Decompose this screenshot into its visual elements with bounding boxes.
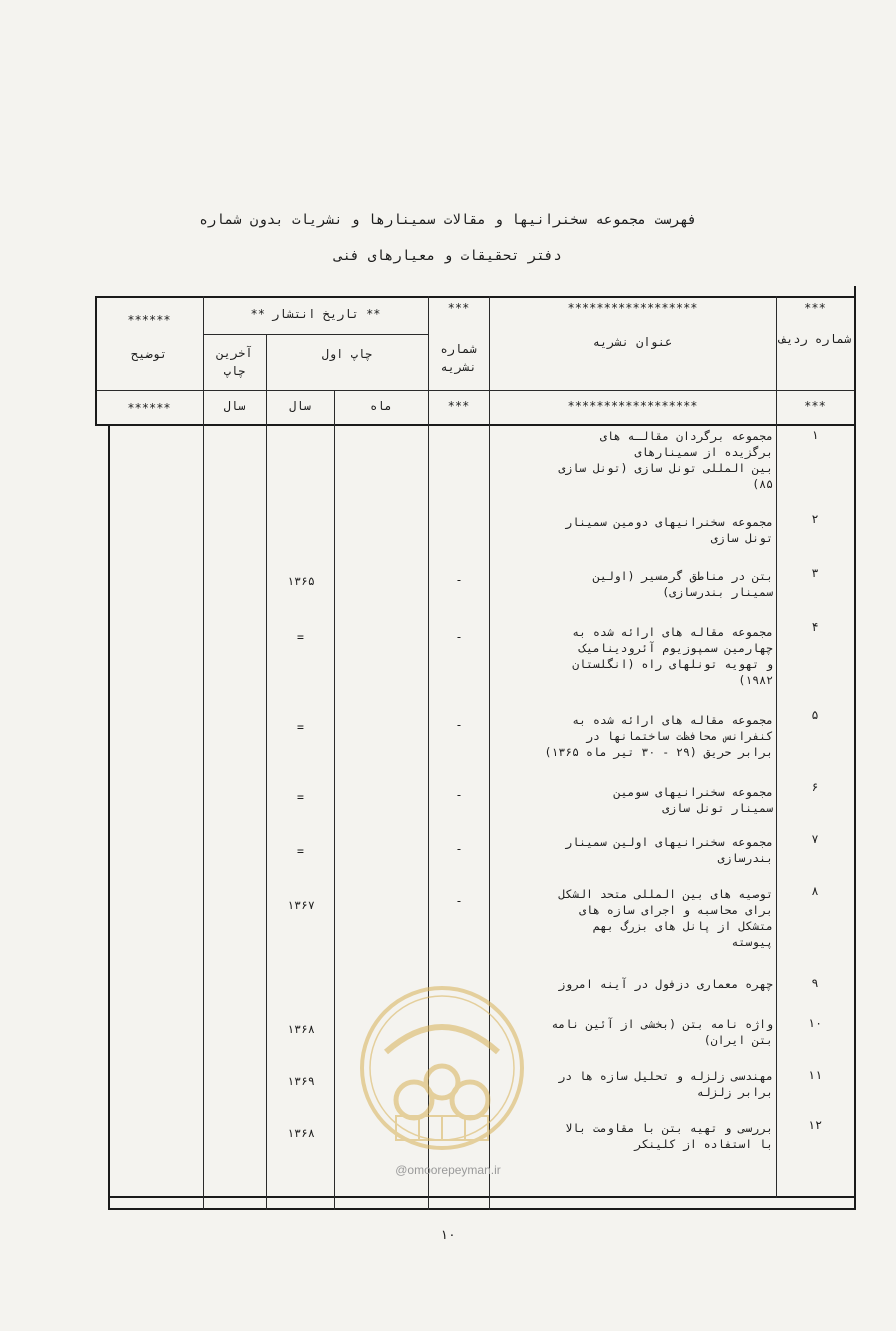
header-stars-title: ******************: [567, 301, 698, 315]
header-bottom-border: [95, 424, 855, 426]
table-top-border: [95, 296, 855, 298]
row-number: ۱۱: [807, 1068, 823, 1082]
row-publication-no: -: [455, 788, 463, 802]
header-stars-pub: ***: [447, 301, 470, 315]
row-title: مجموعه سخنرانیهای سومین سمینار تونل سازی: [613, 785, 773, 815]
row-number: ۸: [811, 884, 819, 898]
document-title: فهرست مجموعه سخنرانیها و مقالات سمینارها و نشریات بدون شماره: [199, 212, 697, 228]
row-number: ۴: [811, 620, 819, 634]
row-title: مجموعه سخنرانیهای دومین سمینار تونل سازی: [565, 515, 773, 545]
row-number: ۳: [811, 566, 819, 580]
page-number: ۱۰: [440, 1228, 456, 1243]
row-number: ۲: [811, 512, 819, 526]
header-stars-title-2: ******************: [567, 399, 698, 413]
header-stars-num-2: ***: [804, 399, 826, 413]
row-number: ۹: [811, 976, 819, 990]
row-publication-no: -: [455, 842, 463, 856]
row-first-print-year: ۱۳۶۸: [287, 1126, 315, 1140]
row-publication-no: -: [455, 573, 463, 587]
header-last-print: آخرین چاپ: [216, 346, 253, 378]
header-title: عنوان نشریه: [592, 335, 673, 349]
header-year-last: سال: [223, 399, 246, 413]
row-first-print-year: =: [297, 720, 305, 734]
row-number: ۱۰: [807, 1016, 823, 1030]
col-border-left-body: [108, 424, 110, 1210]
header-stars-num: ***: [804, 301, 826, 315]
header-stars-pub-2: ***: [447, 399, 470, 413]
header-month: ماه: [370, 399, 392, 413]
header-first-print: چاپ اول: [321, 347, 373, 361]
header-divider-date: [203, 334, 428, 335]
row-publication-no: -: [455, 894, 463, 908]
row-first-print-year: ۱۳۶۹: [287, 1074, 315, 1088]
header-year: سال: [289, 399, 311, 413]
row-number: ۶: [811, 780, 819, 794]
row-first-print-year: =: [297, 844, 305, 858]
row-first-print-year: ۱۳۶۵: [287, 574, 315, 588]
row-number: ۷: [811, 832, 819, 846]
row-title: مجموعه برگردان مقالـه های برگزیده از سمینارهای بین المللی تونل سازی (تونل سازی ۸۵): [558, 429, 773, 491]
row-title: واژه نامه بتن (بخشی از آئین نامه بتن ایران): [551, 1017, 773, 1047]
col-border-notes: [203, 296, 204, 1210]
row-title: مجموعه مقاله های ارائه شده به کنفرانس محافظت ساختمانها در برابر حریق (۲۹ - ۳۰ تیر ماه ۱۳۶۵): [544, 713, 773, 759]
col-border-last-print: [266, 334, 267, 1210]
header-notes: توضیح: [130, 347, 168, 361]
row-publication-no: -: [455, 718, 463, 732]
watermark-seal-icon: [356, 982, 528, 1154]
header-stars-notes-2: ******: [127, 401, 171, 415]
row-publication-no: -: [455, 630, 463, 644]
header-divider: [95, 390, 855, 391]
header-publication-date: ** تاریخ انتشار **: [250, 307, 381, 321]
row-title: مجموعه سخنرانیهای اولین سمینار بندرسازی: [565, 835, 773, 865]
header-stars-notes: ******: [127, 313, 171, 327]
col-border-year: [334, 390, 335, 1210]
row-title: مجموعه مقاله های ارائه شده به چهارمین سمپوزیوم آئرودینامیک و تهویه تونلهای راه (انگلستان ۱۹۸۲): [572, 625, 773, 687]
row-first-print-year: =: [297, 790, 305, 804]
header-publication-no: شماره نشریه: [440, 342, 477, 374]
row-number: ۱۲: [807, 1118, 823, 1132]
header-row-no: شماره ردیف: [778, 332, 852, 346]
table-bottom-inner: [108, 1196, 856, 1198]
row-title: بررسی و تهیه بتن با مقاومت بالا با استفاده از کلینکر: [565, 1121, 773, 1151]
table-bottom-border: [108, 1208, 856, 1210]
row-number: ۵: [811, 708, 819, 722]
document-subtitle: دفتر تحقیقات و معیارهای فنی: [334, 248, 562, 264]
row-title: مهندسی زلزله و تحلیل سازه ها در برابر زلزله: [558, 1069, 773, 1099]
row-first-print-year: ۱۳۶۸: [287, 1022, 315, 1036]
row-first-print-year: =: [297, 630, 305, 644]
row-number: ۱: [811, 428, 819, 442]
col-border-right: [854, 286, 856, 1210]
row-title: بتن در مناطق گرمسیر (اولین سمینار بندرسازی): [592, 569, 773, 599]
watermark-text: @omoorepeyman.ir: [395, 1163, 501, 1177]
row-title: توصیه های بین المللی متحد الشکل برای محاسبه و اجرای سازه های متشکل از پانل های بزرگ بهم پیوسته: [558, 887, 773, 949]
row-first-print-year: ۱۳۶۷: [287, 898, 315, 912]
row-title: چهره معماری دزفول در آینه امروز: [558, 977, 773, 991]
